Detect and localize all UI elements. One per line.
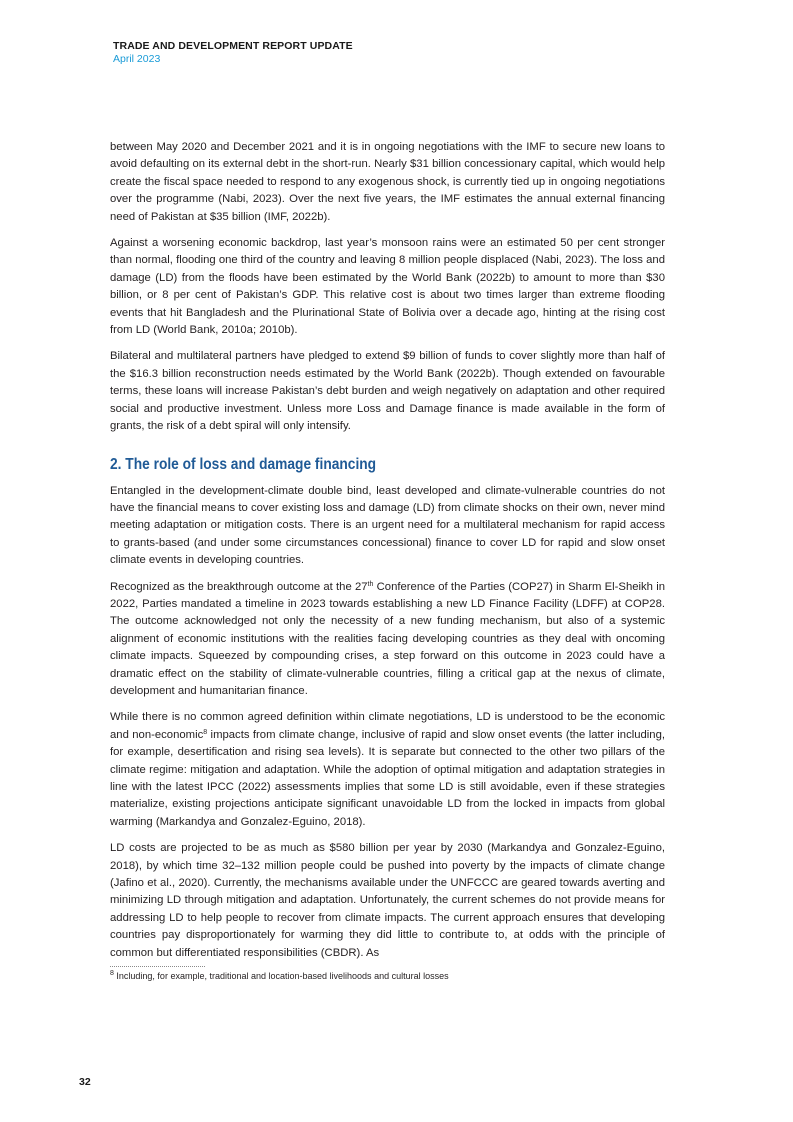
running-header — [113, 40, 353, 66]
footnote-divider — [110, 966, 205, 967]
footnote-number: 8 — [110, 970, 114, 978]
footnote — [110, 970, 665, 982]
body-text — [110, 139, 665, 982]
report-date: April 2023 — [113, 53, 161, 65]
paragraph — [110, 709, 665, 831]
paragraph-text: Conference of the Parties (COP27) in Sharm El-Sheikh in 2022, Parties mandated a timeline in 2023 towards establishing a new LD Finance Facility (LDFF) at COP28. The outcome acknowledged not only the necessity of a new funding mechanism, but also of a systemic alignment of economic institutions with the realities facing developing countries as they deal with oncoming climate impacts. Squeezed by compounding crises, a step forward on this outcome in 2023 could have a dramatic effect on the stability of climate-vulnerable countries, filling a critical gap at the nexus of climate, development and humanitarian finance. — [110, 580, 665, 697]
paragraph: Against a worsening economic backdrop, last year’s monsoon rains were an estimated 50 per cent stronger than normal, flooding one third of the country and leaving 8 million people displaced (Nabi, 2023). The loss and damage (LD) from the floods have been estimated by the World Bank (2022b) to amount to more than $30 billion, or 8 per cent of Pakistan’s GDP. This relative cost is about two times larger than extreme flooding events that hit Bangladesh and the Plurinational State of Bolivia over a decade ago, hinting at the rising cost from LD (World Bank, 2010a; 2010b). — [110, 237, 665, 337]
paragraph-text: Recognized as the breakthrough outcome at the 27 — [110, 580, 368, 593]
page-number: 32 — [79, 1076, 91, 1088]
report-title: TRADE AND DEVELOPMENT REPORT UPDATE — [113, 40, 353, 52]
paragraph-text: While there is no common agreed definition within climate negotiations, LD is understood to be the economic and non-economic — [110, 711, 665, 741]
paragraph: Entangled in the development-climate double bind, least developed and climate-vulnerable countries do not have the financial means to cover existing loss and damage (LD) from climate shocks on their own, never mind meeting adaptation or mitigation costs. There is an urgent need for a multilateral mechanism for rapid access to grants-based (and under some circumstances concessional) finance to cover LD for rapid and slow onset climate events in developing countries. — [110, 484, 665, 567]
section-heading: 2. The role of loss and damage financing — [110, 455, 377, 473]
footnote-reference[interactable]: 8 — [203, 728, 208, 736]
paragraph: between May 2020 and December 2021 and it is in ongoing negotiations with the IMF to secure new loans to avoid defaulting on its external debt in the short-run. Nearly $31 billion concessionary capital, which would help create the fiscal space needed to respond to any exogenous shock, is currently tied up in ongoing negotiations over the programme (Nabi, 2023). Over the next five years, the IMF estimates the annual external financing need of Pakistan at $35 billion (IMF, 2022b). — [110, 141, 665, 223]
paragraph-text: impacts from climate change, inclusive of rapid and slow onset events (the latter including, for example, desertification and rising sea levels). It is separate but connected to the other two pillars of the climate regime: mitigation and adaptation. While the adoption of optimal mitigation and adaptation strategies in line with the latest IPCC (2022) assessments implies that some LD is still avoidable, even if these strategies materialize, existing projections anticipate significant unavoidable LD from the locked in impacts from global warming (Markandya and Gonzalez-Eguino, 2018). — [110, 728, 666, 828]
footnote-text: Including, for example, traditional and location-based livelihoods and cultural losses — [113, 971, 449, 982]
paragraph: Bilateral and multilateral partners have pledged to extend $9 billion of funds to cover slightly more than half of the $16.3 billion reconstruction needs estimated by the World Bank (2022b). Though extended on favourable terms, these loans will increase Pakistan’s debt burden and weigh negatively on adaptation and other required social and productive investment. Unless more Loss and Damage finance is made available in the form of grants, the risk of a debt spiral will only intensify. — [110, 350, 665, 433]
paragraph: LD costs are projected to be as much as $580 billion per year by 2030 (Markandya and Gonzalez-Eguino, 2018), by which time 32–132 million people could be pushed into poverty by the impacts of climate change (Jafino et al., 2020). Currently, the mechanisms available under the UNFCCC are geared towards averting and minimizing LD through mitigation and adaptation. Unfortunately, the current schemes do not provide means for addressing LD to help people to recover from climate impacts. The current approach ensures that developing countries pay disproportionately for warming they did little to contribute to, at odds with the principle of common but differentiated responsibilities (CBDR). As — [110, 842, 665, 959]
ordinal-superscript: th — [367, 580, 374, 588]
paragraph — [110, 579, 665, 701]
